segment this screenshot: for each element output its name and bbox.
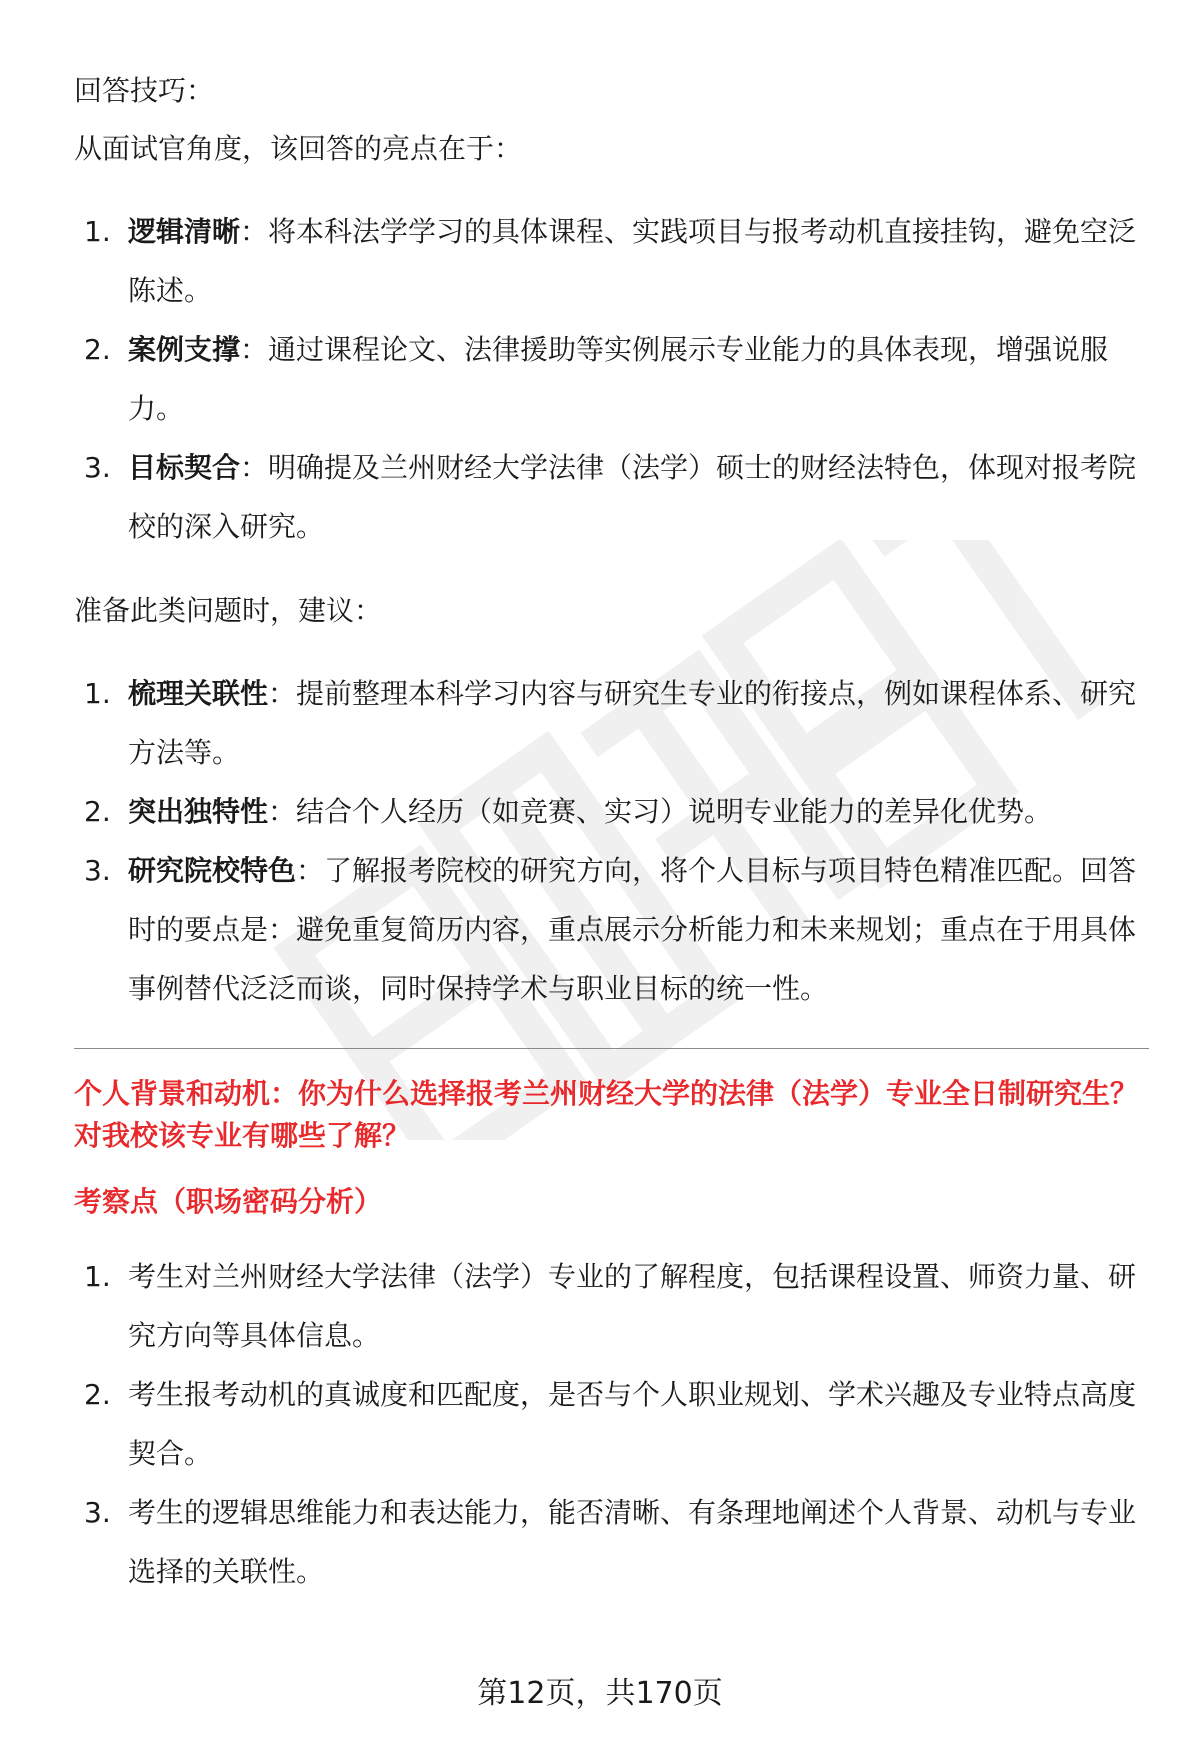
- item-text: 了解报考院校的研究方向，将个人目标与项目特色精准匹配。回答时的要点是：避免重复简历内容，重点展示分析能力和未来规划；重点在于用具体事例替代泛泛而谈，同时保持学术与职业目标的统一性。: [128, 854, 1137, 1005]
- item-term: 研究院校特色: [128, 854, 297, 887]
- main-content: [74, 62, 1149, 1627]
- list-item: 3. 考生的逻辑思维能力和表达能力，能否清晰、有条理地阐述个人背景、动机与专业选择的关联性。: [84, 1496, 1137, 1588]
- advice-intro: 准备此类问题时，建议：: [74, 594, 383, 627]
- item-term: 案例支撑: [128, 333, 241, 366]
- advice-list: [74, 664, 1149, 1018]
- list-item: 3. 研究院校特色：了解报考院校的研究方向，将个人目标与项目特色精准匹配。回答时的要点是：避免重复简历内容，重点展示分析能力和未来规划；重点在于用具体事例替代泛泛而谈，同时保持学术与职业目标的统一性。: [84, 854, 1137, 1005]
- list-item: 2. 案例支撑：通过课程论文、法律援助等实例展示专业能力的具体表现，增强说服力。: [84, 333, 1109, 425]
- question-subtitle: 考察点（职场密码分析）: [74, 1185, 383, 1218]
- list-item: 3. 目标契合：明确提及兰州财经大学法律（法学）硕士的财经法特色，体现对报考院校的深入研究。: [84, 451, 1137, 543]
- list-item: 2. 考生报考动机的真诚度和匹配度，是否与个人职业规划、学术兴趣及专业特点高度契合。: [84, 1378, 1137, 1470]
- list-item: 1. 考生对兰州财经大学法律（法学）专业的了解程度，包括课程设置、师资力量、研究方向等具体信息。: [84, 1260, 1137, 1352]
- list-item: 2. 突出独特性：结合个人经历（如竞赛、实习）说明专业能力的差异化优势。: [84, 795, 1053, 828]
- item-term: 突出独特性: [128, 795, 269, 828]
- page-number: 第12页，共170页: [477, 1676, 723, 1711]
- list-item: 1. 逻辑清晰：将本科法学学习的具体课程、实践项目与报考动机直接挂钩，避免空泛陈述。: [84, 215, 1137, 307]
- item-term: 逻辑清晰: [128, 215, 241, 248]
- list-item: 1. 梳理关联性：提前整理本科学习内容与研究生专业的衔接点，例如课程体系、研究方法等。: [84, 677, 1137, 769]
- item-text: 明确提及兰州财经大学法律（法学）硕士的财经法特色，体现对报考院校的深入研究。: [128, 451, 1137, 543]
- item-text: 提前整理本科学习内容与研究生专业的衔接点，例如课程体系、研究方法等。: [128, 677, 1137, 769]
- item-text: 考生的逻辑思维能力和表达能力，能否清晰、有条理地阐述个人背景、动机与专业选择的关联性。: [128, 1496, 1137, 1588]
- item-text: 考生对兰州财经大学法律（法学）专业的了解程度，包括课程设置、师资力量、研究方向等具体信息。: [128, 1260, 1137, 1352]
- item-term: 梳理关联性: [128, 677, 269, 710]
- section-label: 回答技巧：: [74, 74, 215, 107]
- item-text: 通过课程论文、法律援助等实例展示专业能力的具体表现，增强说服力。: [128, 333, 1109, 425]
- question-title: 个人背景和动机：你为什么选择报考兰州财经大学的法律（法学）专业全日制研究生？对我校该专业有哪些了解？: [74, 1077, 1139, 1152]
- section-divider: [74, 1048, 1149, 1049]
- highlights-list: [74, 202, 1149, 556]
- item-term: 目标契合: [128, 451, 241, 484]
- item-text: 考生报考动机的真诚度和匹配度，是否与个人职业规划、学术兴趣及专业特点高度契合。: [128, 1378, 1137, 1470]
- item-text: 将本科法学学习的具体课程、实践项目与报考动机直接挂钩，避免空泛陈述。: [128, 215, 1137, 307]
- section-intro: 从面试官角度，该回答的亮点在于：: [74, 132, 523, 165]
- assessment-list: [74, 1247, 1149, 1601]
- item-text: 结合个人经历（如竞赛、实习）说明专业能力的差异化优势。: [296, 795, 1053, 828]
